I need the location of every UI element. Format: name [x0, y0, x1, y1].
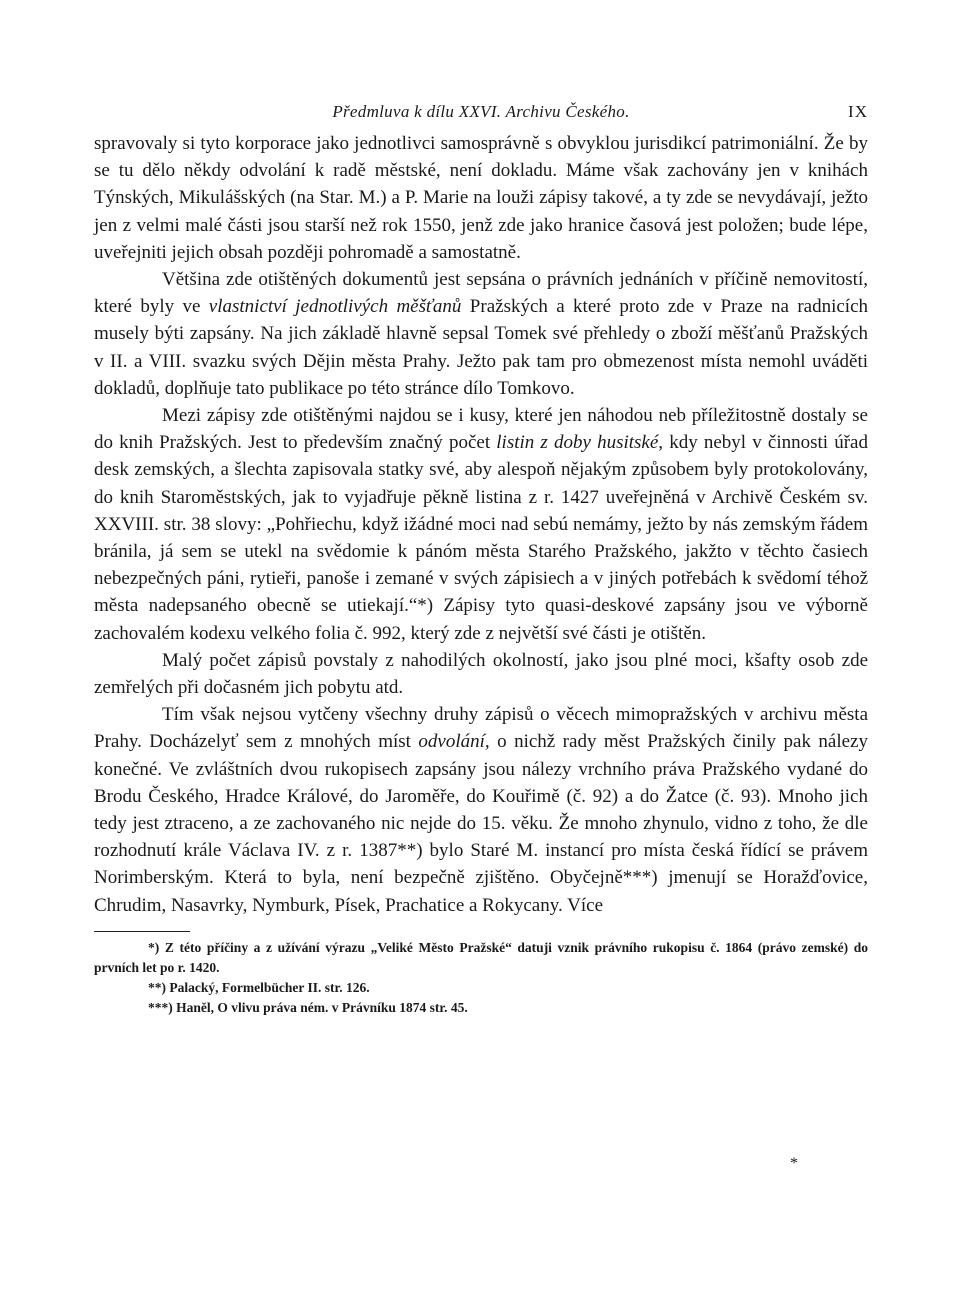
- text-run: Pražských a které proto zde v Praze na radnicích musely býti zapsány. Na jich základě hlavně sepsal Tomek své přehledy o zboží měšťanů Pražských v II. a VIII. svazku svých Dějin města Prahy. Ježto pak tam pro obmezenost místa nemohl uváděti dokladů, doplňuje tato publikace po této stránce dílo Tomkovo.: [94, 296, 869, 399]
- text-run: kdy nebyl v činnosti úřad desk zemských, a šlechta zapisovala statky své, aby alespoň nějakým způsobem byly protokolovány, do knih Staroměstských, jak to vyjadřuje pěkně listina z r. 1427 uveřejněná v Archivě Českém sv. XXVIII. str. 38 slovy: „Pohřiechu, když ižádné moci nad sebú nemámy, ježto by nás zemským řádem bránila, já sem se utekl na svědomie k pánóm města Starého Pražského, jakžto v těchto časiech nebezpečných páni, rytieři, panoše i zemané v svých zápisiech a v jiných potřebách k svědomí téhož města nadepsaného obecně se utiekají.“*) Zápisy tyto quasi-deskové zapsány jsou ve výborně zachovalém kodexu velkého folia č. 992, který zde z největší své části je otištěn.: [94, 432, 868, 644]
- text-run: spravovaly si tyto korporace jako jednotlivci samosprávně s obvyklou jurisdikcí patrimoniální. Že by se tu dělo někdy odvolání k radě městské, není dokladu. Máme však zachovány jen v knihách Týnských, Mikulášských (na Star. M.) a P. Marie na louži zápisy takové, a ty zde se nevydávají, ježto jen z velmi malé části jsou starší než rok 1550, jenž zde jako hranice časová jest položen; bude lépe, uveřejniti jejich obsah později pohromadě a samostatně.: [94, 133, 868, 263]
- paragraph: [94, 647, 868, 701]
- footnotes: [94, 938, 868, 1018]
- text-run: Tím však nejsou vytčeny všechny druhy zápisů o věcech mimopražských v archivu města Prahy. Docházelyť sem z mnohých míst: [94, 704, 868, 753]
- text-run: Většina zde otištěných dokumentů jest sepsána o právních jednáních v příčině nemovitostí, které byly ve: [94, 269, 868, 318]
- paragraph: [94, 701, 868, 919]
- text-run: Malý počet zápisů povstaly z nahodilých okolností, jako jsou plné moci, kšafty osob zde zemřelých při dočasném jich pobytu atd.: [94, 649, 868, 699]
- emphasis-text: vlastnictví jednotlivých měšťanů: [208, 296, 462, 318]
- text-run: o nichž rady měst Pražských činily pak nálezy konečné. Ve zvláštních dvou rukopisech zapsány jsou nálezy vrchního práva Pražského vydané do Brodu Českého, Hradce Králové, do Jaroměře, do Kouřimě (č. 92) a do Žatce (č. 93). Mnoho jich tedy jest ztraceno, a ze zachovaného nic nejde do 15. věku. Že mnoho zhynulo, vidno z toho, že dle rozhodnutí krále Václava IV. z r. 1387**) bylo Staré M. instancí pro místa česká řídící se právem Norimberským. Která to byla, není bezpečně zjištěno. Obyčejně***) jmenují se Horažďovice, Chrudim, Nasavrky, Nymburk, Písek, Prachatice a Rokycany. Více: [94, 731, 868, 916]
- emphasis-text: listin z doby husitské,: [496, 432, 664, 454]
- page-header: [94, 96, 868, 130]
- body-text: [94, 130, 868, 919]
- document-page: [94, 96, 868, 1018]
- page-number: IX: [848, 102, 868, 121]
- emphasis-text: odvolání,: [418, 731, 490, 753]
- paragraph: [94, 402, 868, 647]
- footnote-1: *) Z této příčiny a z užívání výrazu „Veliké Město Pražské“ datuji vznik právního rukopisu č. 1864 (právo zemské) do prvních let po r. 1420.: [94, 939, 868, 975]
- signature-mark: *: [790, 1155, 798, 1172]
- running-head: Předmluva k dílu XXVI. Archivu Českého.: [332, 102, 630, 121]
- footnote-rule: [94, 931, 190, 932]
- footnote-3: ***) Haněl, O vlivu práva ném. v Právníku 1874 str. 45.: [148, 999, 468, 1015]
- text-run: Mezi zápisy zde otištěnými najdou se i kusy, které jen náhodou neb příležitostně dostaly se do knih Pražských. Jest to především značný počet: [94, 405, 868, 454]
- footnote-2: **) Palacký, Formelbücher II. str. 126.: [148, 979, 370, 995]
- paragraph: [94, 266, 868, 402]
- paragraph: [94, 130, 868, 266]
